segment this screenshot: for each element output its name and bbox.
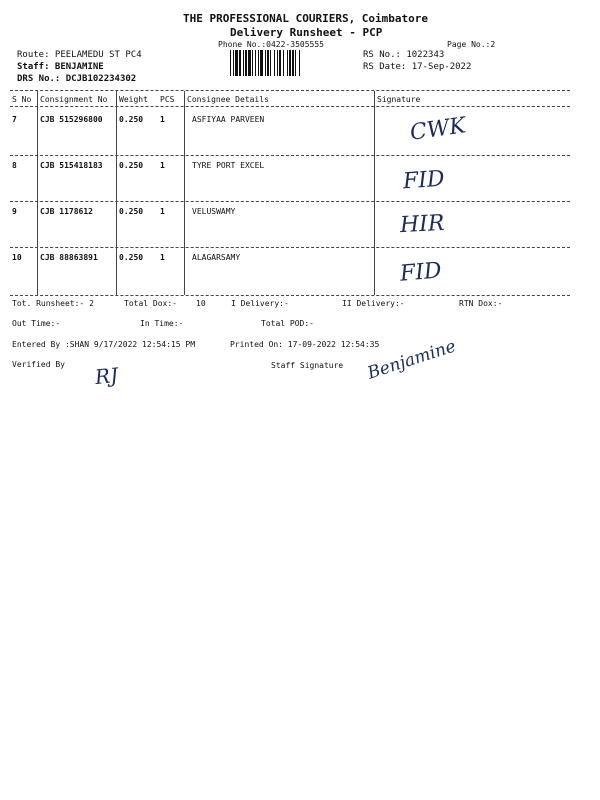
row-rule bbox=[10, 155, 570, 156]
header-weight: Weight bbox=[119, 95, 148, 104]
row-rule bbox=[10, 247, 570, 248]
out-time: Out Time:- bbox=[12, 319, 61, 328]
row-sno: 9 bbox=[12, 207, 17, 216]
row-consignee: ALAGARSAMY bbox=[192, 253, 241, 262]
row-consignment: CJB 1178612 bbox=[40, 207, 93, 216]
rs-date: RS Date: 17-Sep-2022 bbox=[363, 62, 472, 72]
row-sno: 8 bbox=[12, 161, 17, 170]
row-pcs: 1 bbox=[160, 161, 165, 170]
header-consignment: Consignment No bbox=[40, 95, 108, 104]
row-signature: HIR bbox=[399, 210, 446, 239]
total-pod: Total POD:- bbox=[261, 319, 314, 328]
col-divider bbox=[374, 91, 375, 295]
row-sno: 7 bbox=[12, 115, 17, 124]
barcode bbox=[230, 50, 352, 76]
page-number: Page No.:2 bbox=[447, 40, 496, 49]
col-divider bbox=[184, 91, 185, 295]
header-pcs: PCS bbox=[160, 95, 175, 104]
total-dox-value: 10 bbox=[196, 299, 206, 308]
header-rule bbox=[10, 106, 570, 107]
row-sno: 10 bbox=[12, 253, 22, 262]
table-top-rule bbox=[10, 90, 570, 91]
document-title: Delivery Runsheet - PCP bbox=[230, 26, 383, 39]
in-time: In Time:- bbox=[140, 319, 184, 328]
total-runsheet: Tot. Runsheet:- 2 bbox=[12, 299, 94, 308]
verified-by-label: Verified By bbox=[12, 360, 65, 369]
row-consignment: CJB 515418183 bbox=[40, 161, 103, 170]
rtn-dox: RTN Dox:- bbox=[459, 299, 503, 308]
rs-number: RS No.: 1022343 bbox=[363, 50, 445, 60]
row-rule bbox=[10, 201, 570, 202]
company-name: THE PROFESSIONAL COURIERS, Coimbatore bbox=[183, 12, 429, 25]
row-consignee: TYRE PORT EXCEL bbox=[192, 161, 265, 170]
row-signature: FID bbox=[398, 258, 443, 287]
drs-number: DRS No.: DCJB102234302 bbox=[17, 74, 137, 84]
ii-delivery: II Delivery:- bbox=[342, 299, 405, 308]
row-consignment: CJB 515296800 bbox=[40, 115, 103, 124]
col-divider bbox=[37, 91, 38, 295]
phone-number: Phone No.:0422-3505555 bbox=[218, 40, 324, 49]
row-weight: 0.250 bbox=[119, 207, 144, 216]
i-delivery: I Delivery:- bbox=[231, 299, 289, 308]
row-weight: 0.250 bbox=[119, 115, 144, 124]
header-sno: S No bbox=[12, 95, 32, 104]
header-signature: Signature bbox=[377, 95, 421, 104]
row-pcs: 1 bbox=[160, 115, 165, 124]
staff-label: Staff: BENJAMINE bbox=[17, 62, 104, 72]
row-signature: CWK bbox=[408, 113, 468, 146]
row-consignee: ASFIYAA PARVEEN bbox=[192, 115, 265, 124]
row-pcs: 1 bbox=[160, 207, 165, 216]
row-signature: FID bbox=[402, 166, 446, 195]
staff-signature-label: Staff Signature bbox=[271, 361, 344, 370]
row-consignment: CJB 88863891 bbox=[40, 253, 98, 262]
printed-on: Printed On: 17-09-2022 12:54:35 bbox=[230, 340, 380, 349]
verifier-signature: RJ bbox=[93, 362, 120, 390]
table-bottom-rule bbox=[10, 295, 570, 296]
row-consignee: VELUSWAMY bbox=[192, 207, 236, 216]
row-pcs: 1 bbox=[160, 253, 165, 262]
route-label: Route: PEELAMEDU ST PC4 bbox=[17, 50, 142, 60]
total-dox-label: Total Dox:- bbox=[124, 299, 177, 308]
row-weight: 0.250 bbox=[119, 161, 144, 170]
staff-signature: Benjamine bbox=[365, 336, 459, 384]
header-consignee: Consignee Details bbox=[187, 95, 269, 104]
entered-by: Entered By :SHAN 9/17/2022 12:54:15 PM bbox=[12, 340, 196, 349]
row-weight: 0.250 bbox=[119, 253, 144, 262]
col-divider bbox=[116, 91, 117, 295]
